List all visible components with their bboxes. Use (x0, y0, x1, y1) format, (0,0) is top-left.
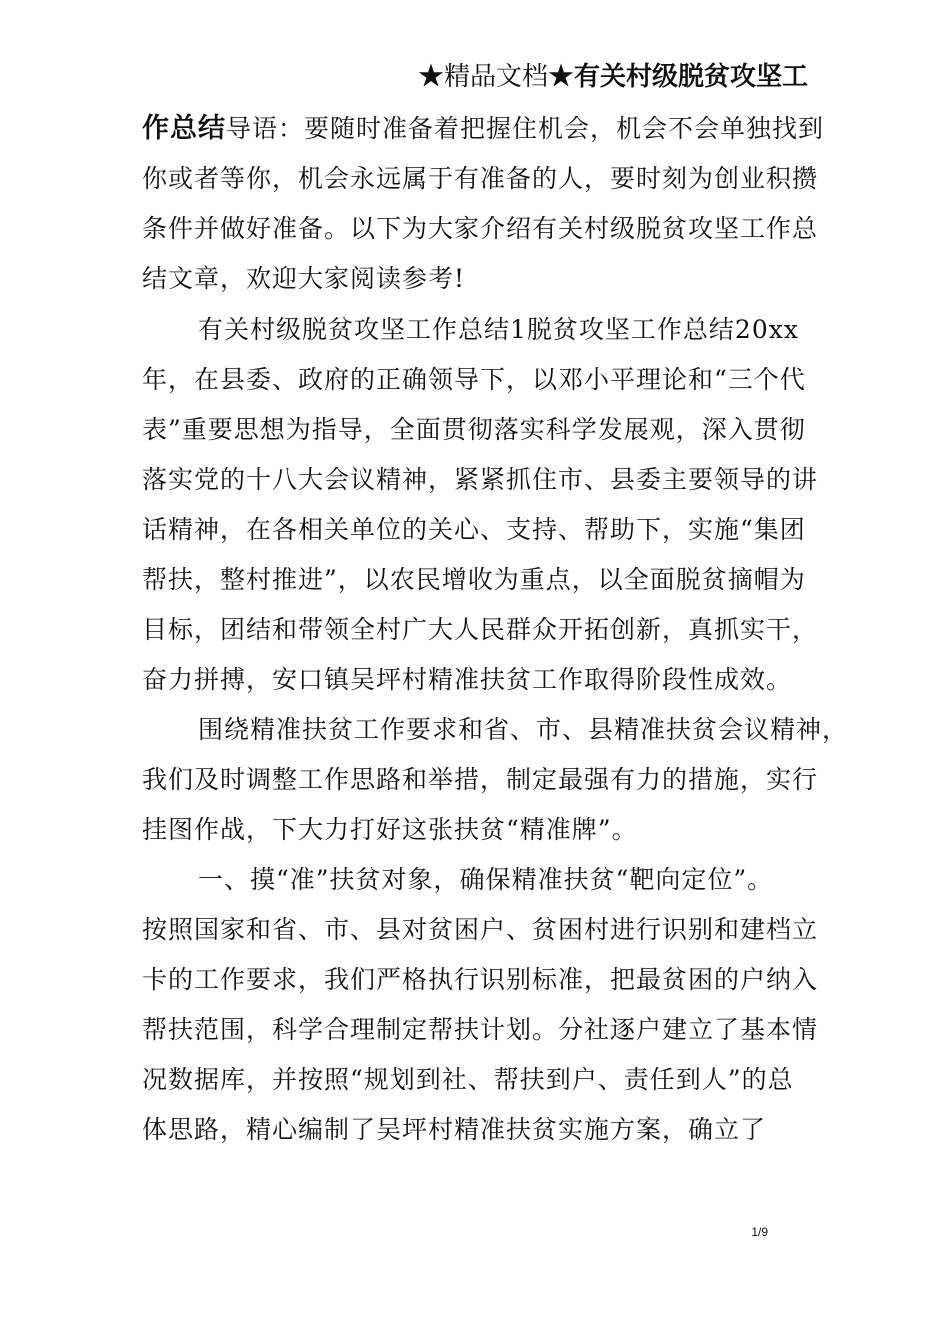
paragraph3-line: 卡的工作要求，我们严格执行识别标准，把最贫困的户纳入 (142, 965, 819, 994)
paragraph1-line: 奋力拼搏，安口镇吴坪村精准扶贫工作取得阶段性成效。 (142, 665, 793, 694)
document-header (418, 60, 808, 94)
paragraph3-line: 体思路，精心编制了吴坪村精准扶贫实施方案，确立了 (142, 1115, 767, 1144)
intro-line-3: 条件并做好准备。以下为大家介绍有关村级脱贫攻坚工作总 (142, 214, 819, 243)
paragraph2-line: 我们及时调整工作思路和举措，制定最强有力的措施，实行 (142, 765, 819, 794)
paragraph1-line: 帮扶，整村推进”，以农民增收为重点，以全面脱贫摘帽为 (142, 565, 806, 594)
paragraph1-line: 话精神，在各相关单位的关心、支持、帮助下，实施“集团 (142, 515, 806, 544)
intro-line-1 (142, 112, 824, 146)
paragraph3-line: 况数据库，并按照“规划到社、帮扶到户、责任到人”的总 (142, 1065, 794, 1094)
paragraph2-line: 围绕精准扶贫工作要求和省、市、县精准扶贫会议精神， (198, 715, 849, 744)
header-title: 有关村级脱贫攻坚工 (573, 62, 808, 92)
paragraph1-line: 年，在县委、政府的正确领导下，以邓小平理论和“三个代 (142, 365, 806, 394)
paragraph1-line: 表”重要思想为指导，全面贯彻落实科学发展观，深入贯彻 (142, 415, 806, 444)
paragraph1-line: 有关村级脱贫攻坚工作总结1脱贫攻坚工作总结20xx (198, 315, 799, 344)
header-prefix: ★精品文档★ (417, 62, 574, 92)
paragraph3-line: 帮扶范围，科学合理制定帮扶计划。分社逐户建立了基本情 (142, 1015, 819, 1044)
paragraph3-line: 一、摸“准”扶贫对象，确保精准扶贫“靶向定位”。 (198, 865, 774, 894)
intro-text-1: 导语：要随时准备着把握住机会，机会不会单独找到 (226, 114, 825, 143)
intro-line-4: 结文章，欢迎大家阅读参考! (142, 264, 466, 293)
paragraph3-line: 按照国家和省、市、县对贫困户、贫困村进行识别和建档立 (142, 915, 819, 944)
page-number: 1/9 (751, 1225, 768, 1239)
title-continuation: 作总结 (142, 113, 226, 144)
paragraph2-line: 挂图作战，下大力打好这张扶贫“精准牌”。 (142, 815, 638, 844)
intro-line-2: 你或者等你，机会永远属于有准备的人，要时刻为创业积攒 (142, 164, 819, 193)
paragraph1-line: 落实党的十八大会议精神，紧紧抓住市、县委主要领导的讲 (142, 465, 819, 494)
paragraph1-line: 目标，团结和带领全村广大人民群众开拓创新，真抓实干， (142, 615, 819, 644)
